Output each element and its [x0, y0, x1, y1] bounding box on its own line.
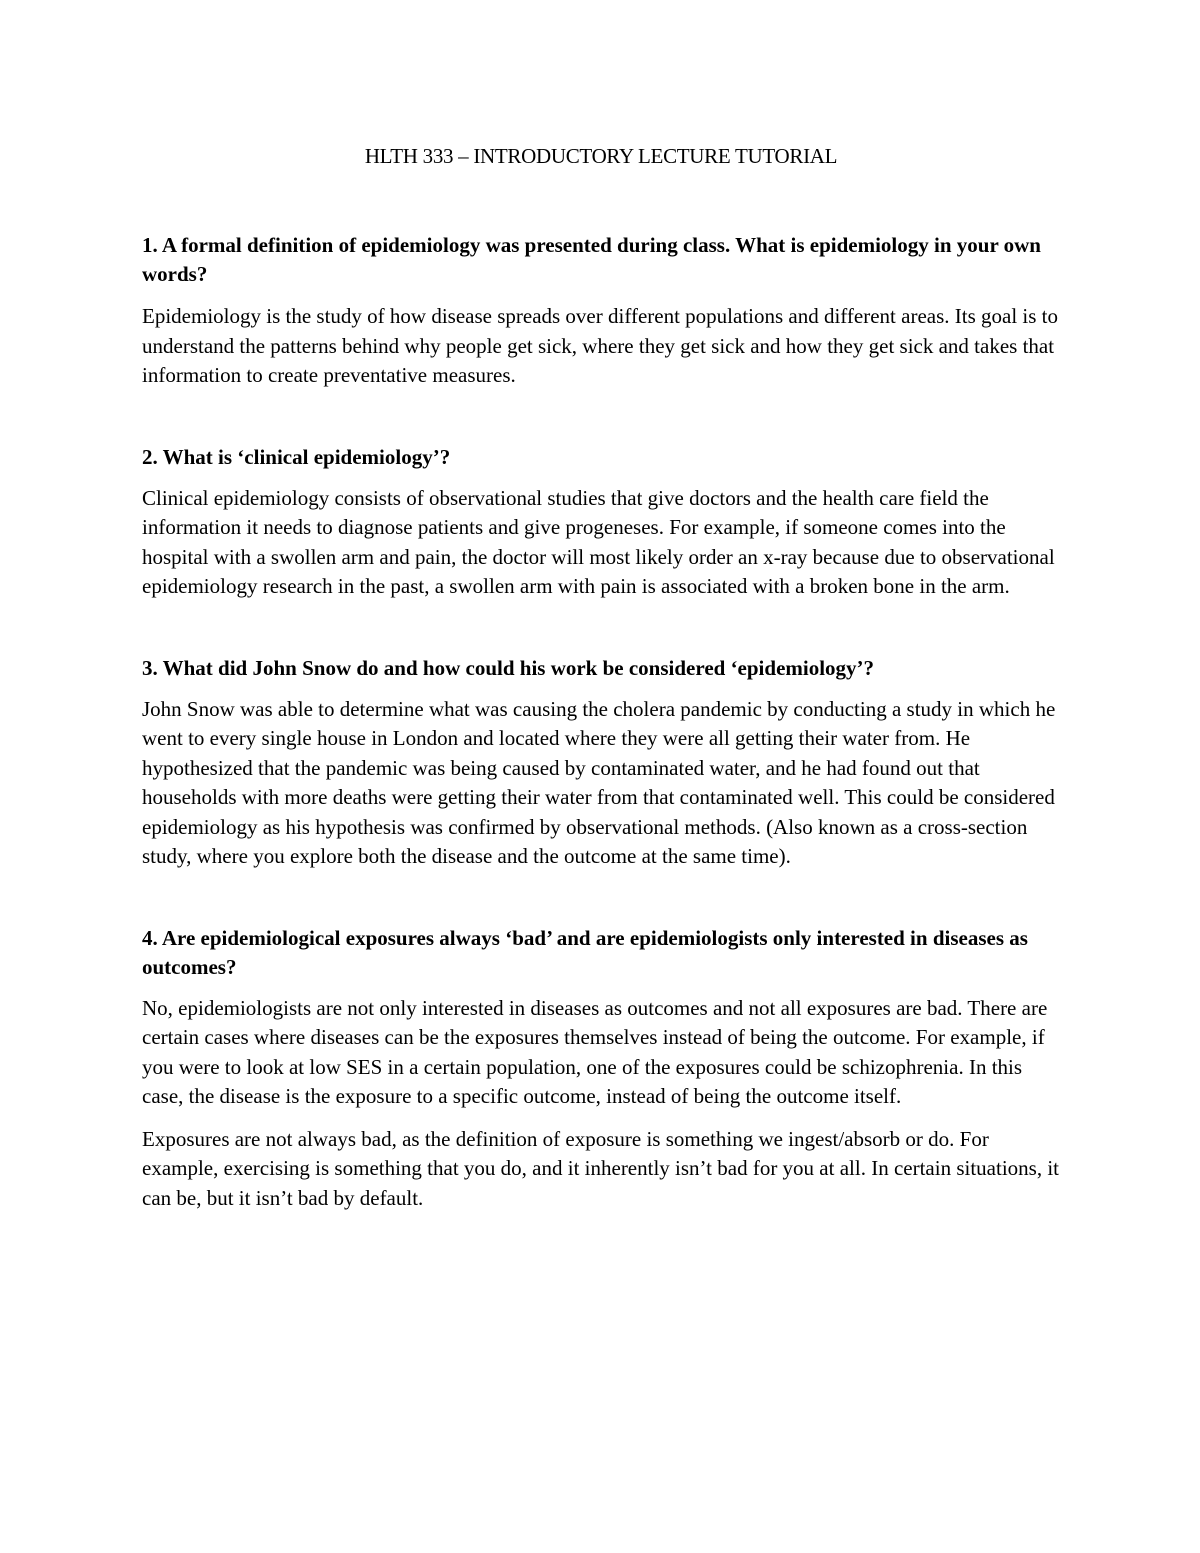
- answer-2-paragraph-1: Clinical epidemiology consists of observational studies that give doctors and the health care field the information it needs to diagnose patients and give progeneses. For example, if someone comes into the hospital with a swollen arm and pain, the doctor will most likely order an x-ray because due to observational epidemiology research in the past, a swollen arm with pain is associated with a broken bone in the arm.: [142, 485, 1055, 598]
- document-body: [142, 141, 1060, 1213]
- question-3: 3. What did John Snow do and how could his work be considered ‘epidemiology’?: [142, 655, 875, 680]
- answer-4-paragraph-2: Exposures are not always bad, as the definition of exposure is something we ingest/absorb or do. For example, exercising is something that you do, and it inherently isn’t bad for you at all. In certain situations, it can be, but it isn’t bad by default.: [142, 1126, 1059, 1210]
- qa-section-4: [142, 924, 1060, 1214]
- answer-1-paragraph-1: Epidemiology is the study of how disease spreads over different populations and different areas. Its goal is to understand the patterns behind why people get sick, where they get sick and how they get sick and takes that information to create preventative measures.: [142, 304, 1059, 387]
- question-1: 1. A formal definition of epidemiology was presented during class. What is epidemiology in your own words?: [142, 233, 1041, 286]
- qa-section-2: [142, 443, 1060, 602]
- answer-3-paragraph-1: John Snow was able to determine what was causing the cholera pandemic by conducting a study in which he went to every single house in London and located where they were all getting their water from. He hypothesized that the pandemic was being caused by contaminated water, and he had found out that households with more deaths were getting their water from that contaminated well. This could be considered epidemiology as his hypothesis was confirmed by observational methods. (Also known as a cross-section study, where you explore both the disease and the outcome at the same time).: [142, 696, 1056, 868]
- answer-4-paragraph-1: No, epidemiologists are not only interested in diseases as outcomes and not all exposures are bad. There are certain cases where diseases can be the exposures themselves instead of being the outcome. For example, if you were to look at low SES in a certain population, one of the exposures could be schizophrenia. In this case, the disease is the exposure to a specific outcome, instead of being the outcome itself.: [142, 995, 1048, 1108]
- qa-section-1: [142, 231, 1060, 391]
- qa-section-3: [142, 654, 1060, 872]
- document-title: HLTH 333 – INTRODUCTORY LECTURE TUTORIAL: [364, 144, 838, 168]
- question-4: 4. Are epidemiological exposures always ‘bad’ and are epidemiologists only interested in diseases as outcomes?: [142, 925, 1028, 979]
- question-2: 2. What is ‘clinical epidemiology’?: [142, 444, 451, 469]
